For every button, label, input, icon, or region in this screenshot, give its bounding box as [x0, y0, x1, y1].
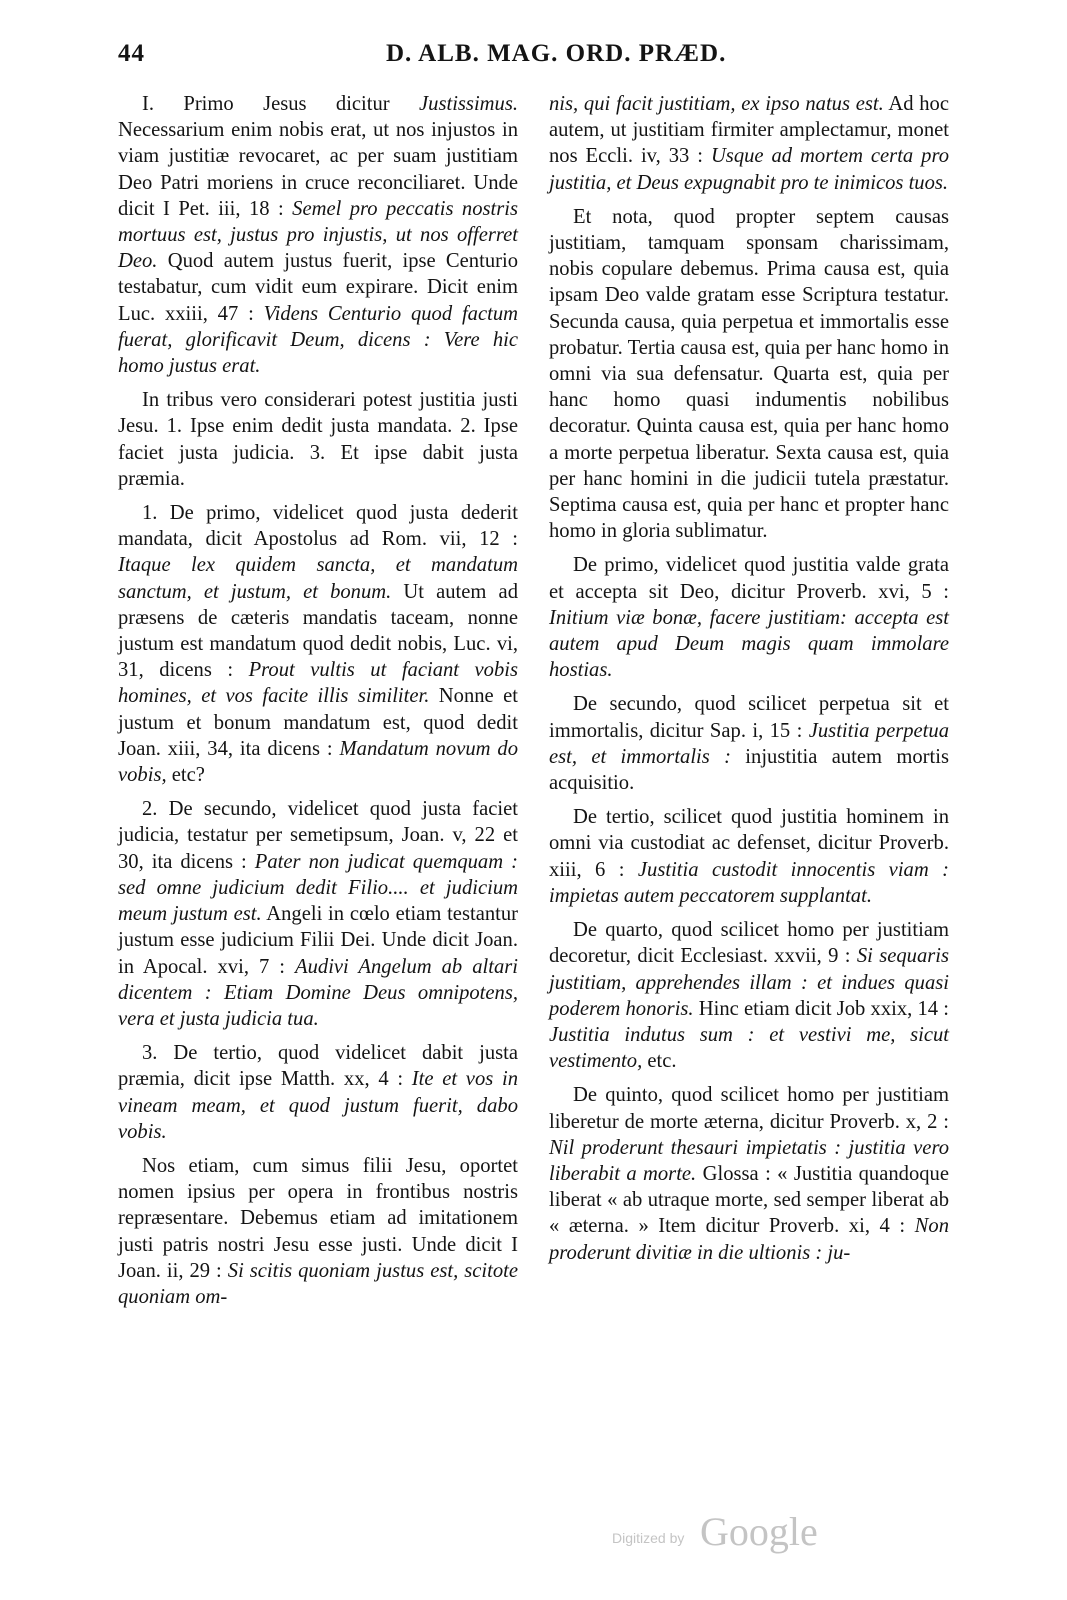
text-paragraph — [549, 91, 949, 196]
scripture-quote: Videns Centurio quod factum fuerat, glorificavit Deum, dicens : Vere hic homo justus erat. — [118, 302, 518, 378]
text-paragraph — [118, 500, 518, 788]
scripture-quote: Itaque lex quidem sancta, et mandatum sanctum, et justum, et bonum. — [118, 554, 518, 603]
google-logo: Google — [700, 1509, 818, 1554]
text-segment: I. Primo Jesus dicitur — [142, 93, 420, 115]
text-segment: De quinto, quod scilicet homo per justitiam liberetur de morte æterna, dicitur Proverb. x, 2 : — [549, 1084, 949, 1133]
scripture-quote: Justitia indutus sum : et vestivi me, sicut vestimento, — [549, 1023, 949, 1073]
scripture-quote: Initium viæ bonæ, facere justitiam: accepta est autem apud Deum magis quam immolare hostias. — [549, 606, 949, 682]
text-segment: Glossa : « Justitia quandoque liberat « ab utraque morte, sed semper liberat ab « æterna. » Item dicitur Proverb. xi, 4 : — [549, 1162, 949, 1238]
page-number: 44 — [118, 40, 145, 67]
right-column — [549, 91, 949, 1274]
running-head: D. ALB. MAG. ORD. PRÆD. — [386, 40, 727, 67]
text-segment: Nonne et justum et bonum mandatum est, quod dedit Joan. xiii, 34, ita dicens : — [118, 685, 518, 760]
text-paragraph — [549, 204, 949, 545]
scripture-quote: Prout vultis ut faciant vobis homines, et vos facite illis similiter. — [118, 659, 518, 708]
text-paragraph — [549, 804, 949, 909]
text-segment: Ad hoc autem, ut justitiam firmiter amplectamur, monet nos Eccli. iv, 33 : — [549, 93, 949, 168]
scripture-quote: Nil proderunt thesauri impietatis : justitia vero liberabit a morte. — [549, 1136, 949, 1185]
digitized-label: Digitized by — [612, 1530, 685, 1546]
text-segment: De quarto, quod scilicet homo per justitiam decoretur, dicit Ecclesiast. xxvii, 9 : — [549, 919, 949, 968]
text-paragraph — [549, 691, 949, 796]
text-segment: In tribus vero considerari potest justitia justi Jesu. 1. Ipse enim dedit justa mandata. 2. Ipse faciet justa judicia. 3. Et ipse dabit justa præmia. — [118, 389, 518, 490]
digitized-watermark — [600, 1508, 840, 1558]
text-paragraph — [549, 917, 949, 1074]
text-paragraph — [549, 1082, 949, 1265]
scripture-quote: nis, qui facit justitiam, ex ipso natus est. — [549, 93, 884, 115]
scripture-quote: Ite et vos in vineam meam, et quod justum fuerit, dabo vobis. — [118, 1068, 518, 1143]
text-segment: Hinc etiam dicit Job xxix, 14 : — [693, 997, 949, 1020]
scripture-quote: Audivi Angelum ab altari dicentem : Etiam Domine Deus omnipotens, vera et justa judicia tua. — [118, 955, 518, 1030]
scripture-quote: Justissimus. — [419, 93, 518, 115]
scripture-quote: Si scitis quoniam justus est, scitote quoniam om- — [118, 1259, 518, 1308]
text-segment: 3. De tertio, quod videlicet dabit justa præmia, dicit ipse Matth. xx, 4 : — [118, 1042, 518, 1091]
text-segment: Et nota, quod propter septem causas justitiam, tamquam sponsam charissimam, nobis copulare debemus. Prima causa est, quia ipsam Deo valde gratam esse Scriptura testatur. Secunda causa, quia perpetua et immortalis esse probatur. Tertia causa est, quia per hanc homo in omni via sua defensatur. Quarta est, quia per hanc homo quasi indumentis nobilibus decoratur. Quinta causa est, quia per hanc homo a morte perpetua liberatur. Sexta causa est, quia per hanc homini in die judicii tutela præstatur. Septima causa est, quia per hanc et propter hanc homo in gloria sublimatur. — [549, 205, 949, 543]
text-paragraph — [118, 1153, 518, 1310]
text-segment: Angeli in cœlo etiam testantur justum esse judicium Filii Dei. Unde dicit Joan. in Apocal. xvi, 7 : — [118, 903, 519, 978]
scripture-quote: Justitia custodit innocentis viam : impietas autem peccatorem supplantat. — [549, 858, 949, 907]
text-segment: Nos etiam, cum simus filii Jesu, oportet nomen ipsius per opera in frontibus nostris repræsentare. Debemus etiam ad imitationem justi patris nostri Jesu esse justi. Unde dicit I Joan. ii, 29 : — [118, 1154, 518, 1282]
scripture-quote: Si sequaris justitiam, apprehendes illam : et indues quasi poderem honoris. — [549, 945, 949, 1020]
text-segment: Ut autem ad præsens de cæteris mandatis taceam, nonne justum est mandatum quod dedit nobis, Luc. vi, 31, dicens : — [118, 580, 518, 682]
scripture-quote: Semel pro peccatis nostris mortuus est, justus pro injustis, ut nos offerret Deo. — [118, 197, 518, 273]
text-segment: injustitia autem mortis acquisitio. — [549, 745, 949, 795]
text-paragraph — [118, 91, 518, 379]
scripture-quote: Non proderunt divitiæ in die ultionis : ju- — [549, 1215, 949, 1264]
scripture-quote: Pater non judicat quemquam : sed omne judicium dedit Filio.... et judicium meum justum est. — [118, 850, 518, 926]
text-segment: De secundo, quod scilicet perpetua sit et immortalis, dicitur Sap. i, 15 : — [549, 693, 949, 742]
text-segment: De tertio, scilicet quod justitia hominem in omni via custodiat ac defenset, dicitur Proverb. xiii, 6 : — [549, 806, 949, 881]
page-header — [118, 40, 960, 76]
text-segment: De primo, videlicet quod justitia valde grata et accepta sit Deo, dicitur Proverb. xvi, 5 : — [549, 554, 949, 603]
text-segment: Necessarium enim nobis erat, ut nos injustos in viam justitiæ revocaret, ac per suam justitiam Deo Patri moriens in cruce reconciliaret. Unde dicit I Pet. iii, 18 : — [118, 119, 518, 220]
text-segment: 1. De primo, videlicet quod justa dederit mandata, dicit Apostolus ad Rom. vii, 12 : — [118, 502, 518, 551]
text-segment: 2. De secundo, videlicet quod justa faciet judicia, testatur per semetipsum, Joan. v, 22 et 30, ita dicens : — [118, 798, 518, 873]
text-segment: etc. — [642, 1050, 677, 1073]
text-segment: Quod autem justus fuerit, ipse Centurio testabatur, cum vidit eum expirare. Dicit enim Luc. xxiii, 47 : — [118, 250, 518, 325]
text-paragraph — [118, 796, 518, 1032]
text-segment: etc? — [166, 764, 205, 787]
left-column — [118, 91, 518, 1318]
scripture-quote: Mandatum novum do vobis, — [118, 737, 519, 787]
scripture-quote: Justitia perpetua est, et immortalis : — [549, 719, 949, 768]
text-paragraph — [118, 1040, 518, 1145]
scripture-quote: Usque ad mortem certa pro justitia, et Deus expugnabit pro te inimicos tuos. — [549, 145, 950, 194]
text-paragraph — [118, 387, 518, 492]
text-paragraph — [549, 552, 949, 683]
